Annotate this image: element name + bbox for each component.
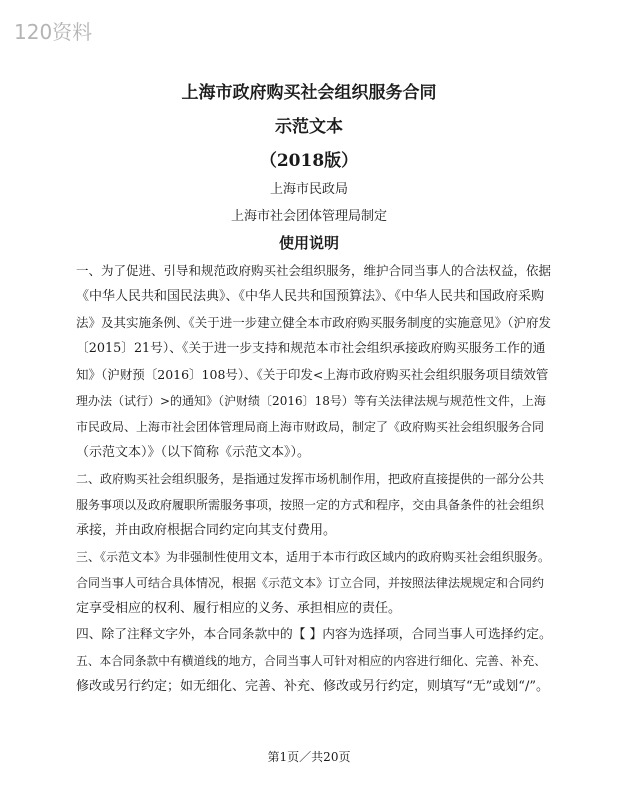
paragraph-line: 承接，并由政府根据合同约定向其支付费用。 — [76, 523, 337, 538]
issuer-line-1: 上海市民政局 — [269, 182, 348, 197]
paragraph-line: 修改或另行约定；如无细化、完善、补充、修改或另行约定，则填写“无”或划“/”。 — [76, 679, 549, 694]
section-heading: 使用说明 — [278, 234, 339, 252]
document-title: 上海市政府购买社会组织服务合同 — [181, 83, 437, 103]
paragraph-line: 市民政局、上海市社会团体管理局商上海市财政局，制定了《政府购买社会组织服务合同 — [76, 420, 545, 434]
paragraph-line: 五、本合同条款中有横道线的地方，合同当事人可针对相应的内容进行细化、完善、补充、 — [76, 654, 546, 668]
paragraph-line: 知》（沪财预〔2016〕108号）、《关于印发<上海市政府购买社会组织服务项目绩效管 — [76, 367, 549, 382]
paragraph-line: 理办法（试行）>的通知》（沪财绩〔2016〕18号）等有关法律法规与规范性文件，上海 — [76, 394, 546, 408]
paragraph-line: 〔2015〕21号）、《关于进一步支持和规范本市社会组织承接政府购买服务工作的通 — [76, 341, 546, 356]
document-subtitle: 示范文本 — [275, 117, 343, 137]
issuer-line-2: 上海市社会团体管理局制定 — [230, 209, 387, 224]
paragraph-3 — [76, 544, 552, 622]
paragraph-line: 《中华人民共和国民法典》、《中华人民共和国预算法》、《中华人民共和国政府采购 — [76, 289, 545, 304]
paragraph-line: 四、除了注释文字外，本合同条款中的【 】内容为选择项，合同当事人可选择约定。 — [76, 627, 552, 642]
document-edition: （2018版） — [259, 151, 359, 171]
paragraph-line: 合同当事人可结合具体情况，根据《示范文本》订立合同，并按照法律法规规定和合同约 — [76, 576, 545, 590]
paragraph-line: 定享受相应的权利、履行相应的义务、承担相应的责任。 — [76, 601, 402, 616]
paragraph-line: 服务事项以及政府履职所需服务事项，按照一定的方式和程序，交由具备条件的社会组织 — [76, 498, 545, 512]
watermark: 120资料 — [14, 20, 93, 44]
paragraph-line: 二、政府购买社会组织服务，是指通过发挥市场机制作用，把政府直接提供的一部分公共 — [76, 472, 545, 486]
page-footer: 第1页／共20页 — [267, 750, 351, 764]
paragraph-line: 一、为了促进、引导和规范政府购买社会组织服务，维护合同当事人的合法权益，依据 — [76, 263, 552, 278]
paragraph-line: 法》及其实施条例、《关于进一步建立健全本市政府购买服务制度的实施意见》（沪府发 — [76, 315, 552, 330]
paragraph-4 — [76, 622, 552, 648]
paragraph-line: （示范文本）》（以下简称《示范文本》）。 — [76, 445, 311, 460]
paragraph-line: 三、《示范文本》为非强制性使用文本，适用于本市行政区域内的政府购买社会组织服务。 — [76, 550, 551, 564]
paragraph-1 — [76, 258, 552, 466]
paragraph-2 — [76, 466, 552, 544]
paragraph-5 — [76, 648, 552, 700]
